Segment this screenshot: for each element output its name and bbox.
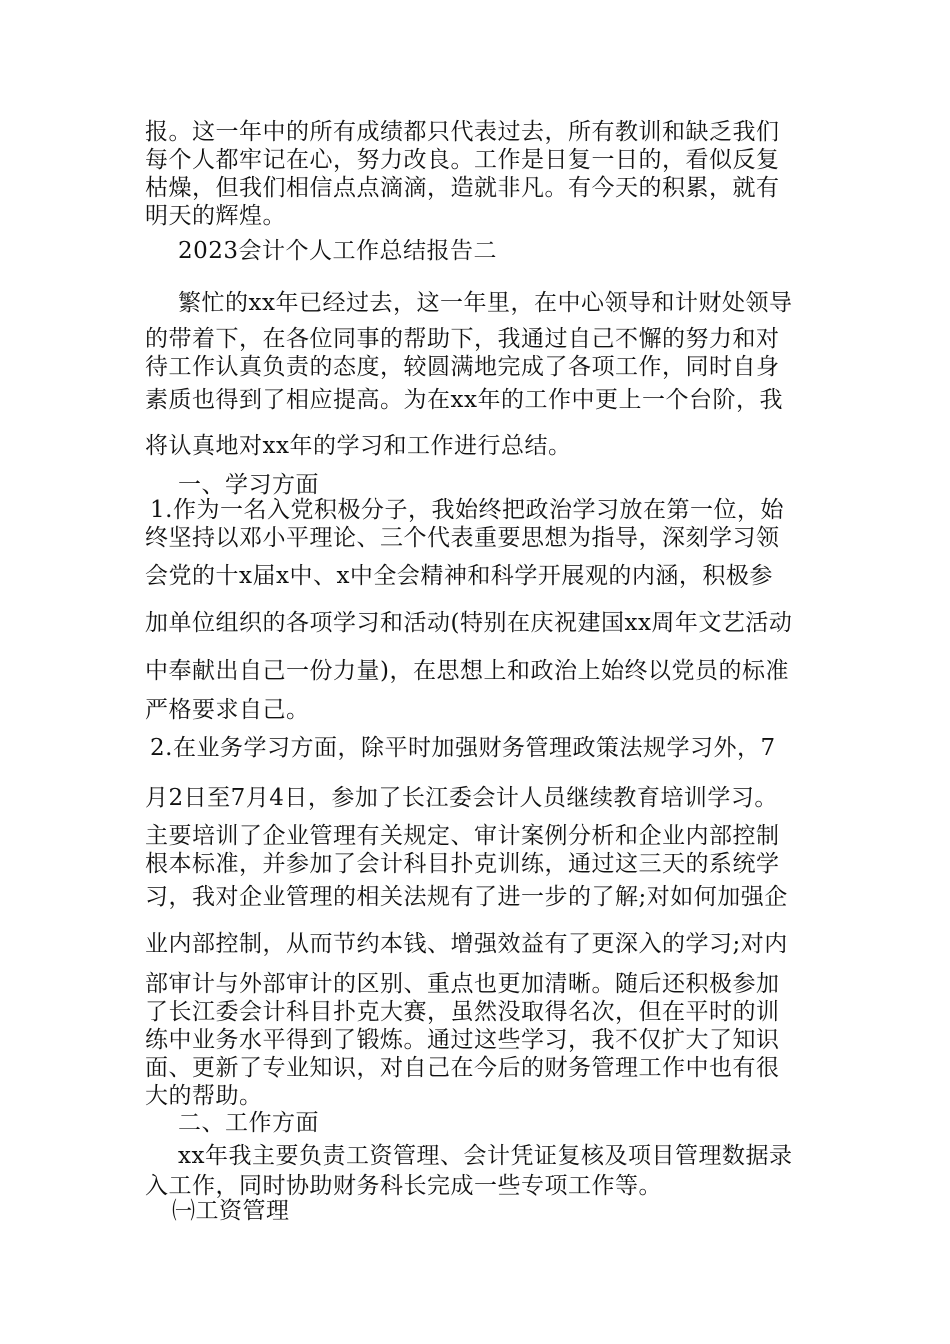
paragraph-line: 的带着下，在各位同事的帮助下，我通过自己不懈的努力和对 (145, 326, 780, 352)
section-title: 2023会计个人工作总结报告二 (178, 238, 498, 264)
paragraph-line: 大的帮助。 (145, 1083, 263, 1109)
paragraph-line: 繁忙的xx年已经过去，这一年里，在中心领导和计财处领导 (178, 290, 793, 316)
paragraph-line: 练中业务水平得到了锻炼。通过这些学习，我不仅扩大了知识 (145, 1027, 780, 1053)
paragraph-line: xx年我主要负责工资管理、会计凭证复核及项目管理数据录 (178, 1143, 793, 1169)
paragraph-line: 面、更新了专业知识，对自己在今后的财务管理工作中也有很 (145, 1055, 780, 1081)
paragraph-line: 业内部控制，从而节约本钱、增强效益有了更深入的学习;对内 (145, 931, 788, 957)
paragraph-line: 严格要求自己。 (145, 697, 310, 723)
paragraph-line: 1.作为一名入党积极分子，我始终把政治学习放在第一位，始 (150, 497, 784, 523)
paragraph-line: 部审计与外部审计的区别、重点也更加清晰。随后还积极参加 (145, 971, 780, 997)
section-heading: 一、学习方面 (178, 472, 319, 498)
paragraph-line: 习，我对企业管理的相关法规有了进一步的了解;对如何加强企 (145, 884, 788, 910)
paragraph-line: 加单位组织的各项学习和活动(特别在庆祝建国xx周年文艺活动 (145, 610, 793, 636)
paragraph-line: 明天的辉煌。 (145, 203, 286, 229)
paragraph-line: 了长江委会计科目扑克大赛，虽然没取得名次，但在平时的训 (145, 999, 780, 1025)
paragraph-line: 每个人都牢记在心，努力改良。工作是日复一日的，看似反复 (145, 147, 780, 173)
paragraph-line: 报。这一年中的所有成绩都只代表过去，所有教训和缺乏我们 (145, 119, 780, 145)
paragraph-line: 入工作，同时协助财务科长完成一些专项工作等。 (145, 1173, 662, 1199)
paragraph-line: 枯燥，但我们相信点点滴滴，造就非凡。有今天的积累，就有 (145, 175, 780, 201)
paragraph-line: 主要培训了企业管理有关规定、审计案例分析和企业内部控制 (145, 823, 780, 849)
paragraph-line: 素质也得到了相应提高。为在xx年的工作中更上一个台阶，我 (145, 387, 783, 413)
section-heading: 二、工作方面 (178, 1110, 319, 1136)
paragraph-line: 待工作认真负责的态度，较圆满地完成了各项工作，同时自身 (145, 354, 780, 380)
paragraph-line: 终坚持以邓小平理论、三个代表重要思想为指导，深刻学习领 (145, 525, 780, 551)
subsection-heading: ㈠工资管理 (172, 1198, 290, 1224)
paragraph-line: 将认真地对xx年的学习和工作进行总结。 (145, 433, 572, 459)
paragraph-line: 月2日至7月4日，参加了长江委会计人员继续教育培训学习。 (145, 785, 778, 811)
paragraph-line: 会党的十x届x中、x中全会精神和科学开展观的内涵，积极参 (145, 563, 773, 589)
paragraph-line: 根本标准，并参加了会计科目扑克训练，通过这三天的系统学 (145, 851, 780, 877)
paragraph-line: 中奉献出自己一份力量)，在思想上和政治上始终以党员的标准 (145, 658, 789, 684)
paragraph-line: 2.在业务学习方面，除平时加强财务管理政策法规学习外，7 (150, 735, 776, 761)
